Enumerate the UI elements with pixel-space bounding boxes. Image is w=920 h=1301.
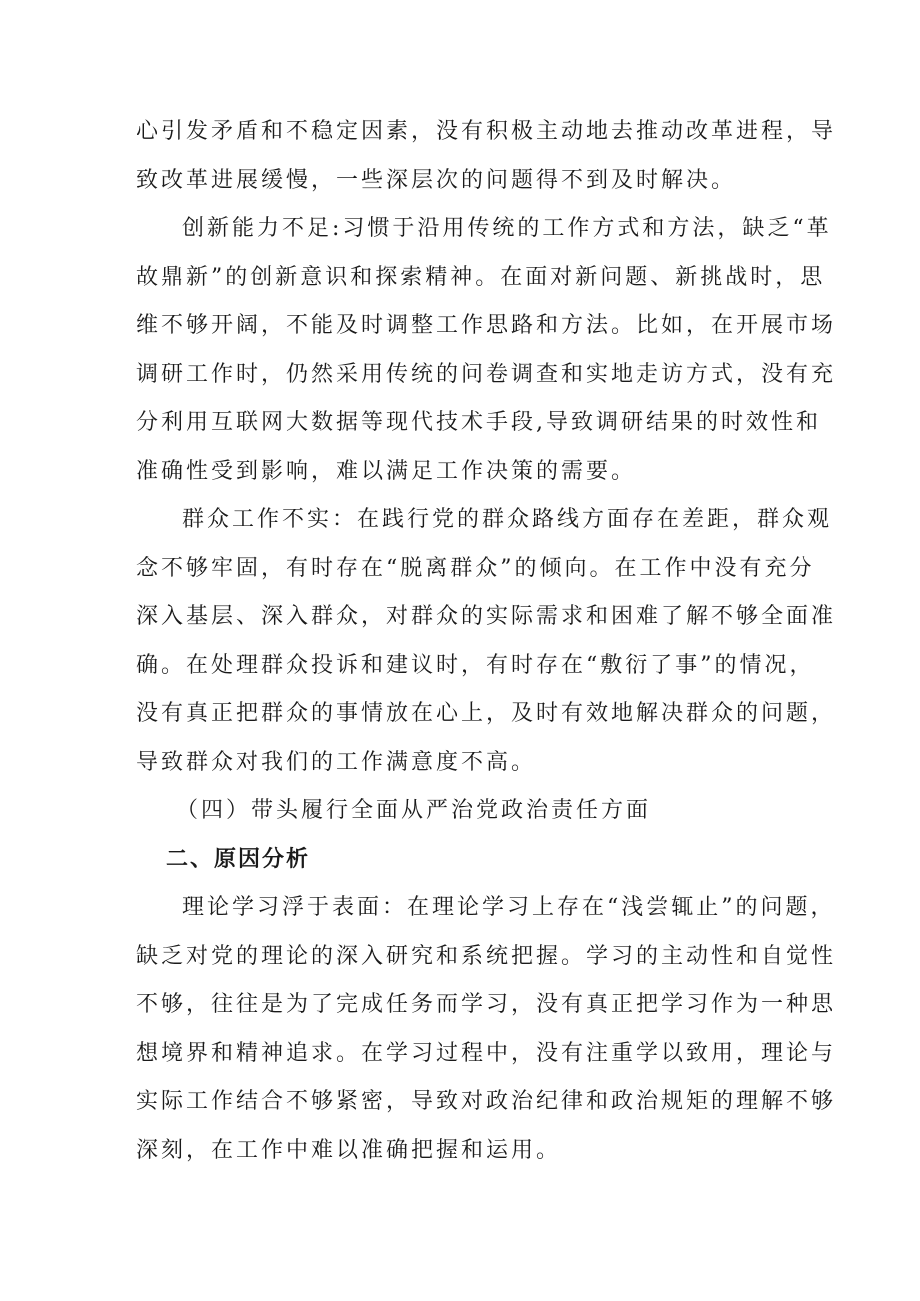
paragraph-line: 深入基层、深入群众，对群众的实际需求和困难了解不够全面准 (136, 604, 837, 629)
paragraph-line: 深刻，在工作中难以准确把握和运用。 (136, 1138, 562, 1163)
paragraph-line: 导致群众对我们的工作满意度不高。 (136, 750, 537, 775)
paragraph-line: 调研工作时，仍然采用传统的问卷调查和实地走访方式，没有充 (136, 362, 837, 387)
paragraph-line: 缺乏对党的理论的深入研究和系统把握。学习的主动性和自觉性 (136, 944, 837, 969)
paragraph-line: 维不够开阔，不能及时调整工作思路和方法。比如，在开展市场 (136, 313, 837, 338)
paragraph-line: 实际工作结合不够紧密，导致对政治纪律和政治规矩的理解不够 (136, 1089, 837, 1114)
paragraph-line: 念不够牢固，有时存在“脱离群众”的倾向。在工作中没有充分 (136, 556, 815, 581)
paragraph-line: 理论学习浮于表面：在理论学习上存在“浅尝辄止”的问题， (182, 895, 836, 920)
paragraph-line: 想境界和精神追求。在学习过程中，没有注重学以致用，理论与 (136, 1041, 837, 1066)
sub-heading: （四）带头履行全面从严治党政治责任方面 (176, 798, 652, 823)
paragraph-line: 确。在处理群众投诉和建议时，有时存在“敷衍了事”的情况， (136, 653, 815, 678)
paragraph-line: 心引发矛盾和不稳定因素，没有积极主动地去推动改革进程，导 (136, 119, 837, 144)
paragraph-line: 准确性受到影响，难以满足工作决策的需要。 (136, 459, 637, 484)
section-heading: 二、原因分析 (166, 847, 311, 872)
paragraph-line: 致改革进展缓慢，一些深层次的问题得不到及时解决。 (136, 168, 737, 193)
paragraph-line: 故鼎新”的创新意识和探索精神。在面对新问题、新挑战时，思 (136, 265, 826, 290)
paragraph-line: 分利用互联网大数据等现代技术手段,导致调研结果的时效性和 (136, 410, 821, 435)
paragraph-line: 没有真正把群众的事情放在心上，及时有效地解决群众的问题， (136, 701, 837, 726)
paragraph-line: 群众工作不实：在践行党的群众路线方面存在差距，群众观 (182, 507, 833, 532)
paragraph-line: 不够，往往是为了完成任务而学习，没有真正把学习作为一种思 (136, 992, 837, 1017)
paragraph-line: 创新能力不足:习惯于沿用传统的工作方式和方法，缺乏“革 (182, 216, 832, 241)
